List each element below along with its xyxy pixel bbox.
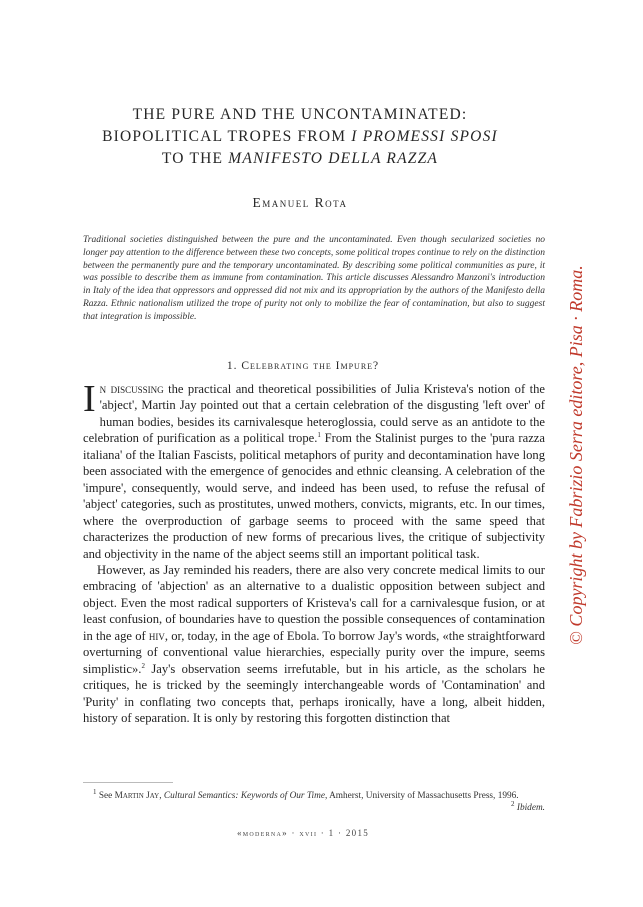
drop-cap: I bbox=[83, 378, 96, 420]
paragraph-2 bbox=[83, 562, 545, 727]
footnote-1-see: See bbox=[98, 791, 115, 801]
footnote-1 bbox=[93, 787, 545, 802]
footnote-divider bbox=[83, 782, 173, 783]
footnote-1-title: Cultural Semantics: Keywords of Our Time bbox=[163, 791, 325, 801]
copyright-text: Copyright by Fabrizio Serra editore, Pisa · Roma. bbox=[566, 265, 586, 632]
abstract: Traditional societies distinguished between the pure and the uncontaminated. Even though secularized societies no longer pay attention to the difference between these two concepts, some political tropes continue to rely on the distinction between the permanently pure and the temporary uncontaminated. By describing some political communities as pure, it was possible to describe them as immune from contamination. This article discusses Alessandro Manzoni's introduction in Italy of the idea that oppressors and oppressed did not mix and its appropriation by the authors of the Manifesto della Razza. Ethnic nationalism utilized the trope of purity not only to mobilize the fear of contamination, but also to suggest that integration is impossible. bbox=[83, 235, 545, 322]
paragraph-1-text-b: From the Stalinist purges to the 'pura razza italiana' of the Italian Fascists, political metaphors of purity and decontamination have long been associated with the emergence of genocides and ethnic cleansing. A celebration of the 'impure', consequently, would serve, and indeed has been used, to refuse the refusal of 'abject' categories, such as prostitutes, unwed mothers, convicts, migrants, etc. In our times, where the overproduction of garbage seems to proceed with the same speed that characterizes the production of new forms of precarious lives, the critique of subjectivity and objectivity in the name of the abject seems still an important political task. bbox=[83, 431, 545, 561]
title-line-2-italic: I PROMESSI SPOSI bbox=[351, 128, 498, 145]
footnote-1-number: 1 bbox=[93, 787, 97, 796]
title-line-3 bbox=[60, 148, 540, 170]
title-line-2 bbox=[60, 126, 540, 148]
body-text bbox=[83, 378, 546, 727]
title-line-3-text: TO THE bbox=[161, 150, 229, 167]
paragraph-2-text-a: However, as Jay reminded his readers, there are also very concrete medical limits to our embracing of 'abjection' as an alternative to a dualistic opposition between subject and object. Even the most radical supporters of Kristeva's call for a carnivalesque fusion, or at least confusion, of boundaries have to question the possible consequences of contamination in the age of bbox=[83, 562, 545, 643]
footnote-1-sep: , bbox=[159, 791, 164, 801]
title-line-2-text: BIOPOLITICAL TROPES FROM bbox=[102, 128, 352, 145]
footnote-1-author: Martin Jay bbox=[114, 791, 160, 801]
hiv-acronym: hiv bbox=[148, 628, 165, 643]
paragraph-2-text-b: , or, today, in the age of Ebola. To borrow Jay's words, «the straightforward overturning of conventional value hierarchies, especially purity over the impure, seems simplistic». bbox=[83, 628, 546, 676]
footnote-2-number: 2 bbox=[511, 799, 515, 808]
footnotes bbox=[93, 787, 545, 813]
paragraph-2-text-c: Jay's observation seems irrefutable, but in his article, as the scholars he critiques, he is tricked by the seemingly interchangeable words of 'Contamination' and 'Purity' in conflating two concepts that, perhaps ironically, have a long, albeit hidden, history of separation. It is only by restoring this forgotten distinction that bbox=[83, 661, 545, 726]
journal-footer: «moderna» · xvii · 1 · 2015 bbox=[236, 828, 370, 838]
section-title: Celebrating the Impure? bbox=[241, 360, 380, 372]
footnote-2-text: Ibidem. bbox=[516, 803, 545, 813]
paragraph-1 bbox=[83, 378, 545, 562]
author-name: Emanuel Rota bbox=[252, 195, 348, 210]
article-title bbox=[60, 104, 540, 170]
section-number: 1. bbox=[226, 360, 238, 372]
title-line-3-italic: MANIFESTO DELLA RAZZA bbox=[228, 150, 439, 167]
title-line-1: THE PURE AND THE UNCONTAMINATED: bbox=[132, 106, 468, 123]
footnote-2 bbox=[511, 799, 545, 814]
lead-in: n discussing bbox=[99, 382, 164, 396]
footnote-ref-2[interactable]: 2 bbox=[141, 661, 145, 670]
copyright-watermark bbox=[566, 245, 590, 665]
paragraph-1-text-a: the practical and theoretical possibilities of Julia Kristeva's notion of the 'abject', Martin Jay pointed out that a certain celebration of the disgusting 'left over' of human bodies, besides its carnivalesque heteroglossia, could serve as an antidote to the celebration of purification as a political trope. bbox=[83, 382, 545, 446]
copyright-symbol: © bbox=[566, 631, 586, 645]
footnote-1-rest: , Amherst, University of Massachusetts Press, 1996. bbox=[324, 791, 519, 801]
footnote-ref-1[interactable]: 1 bbox=[317, 431, 321, 440]
section-heading bbox=[60, 360, 546, 372]
